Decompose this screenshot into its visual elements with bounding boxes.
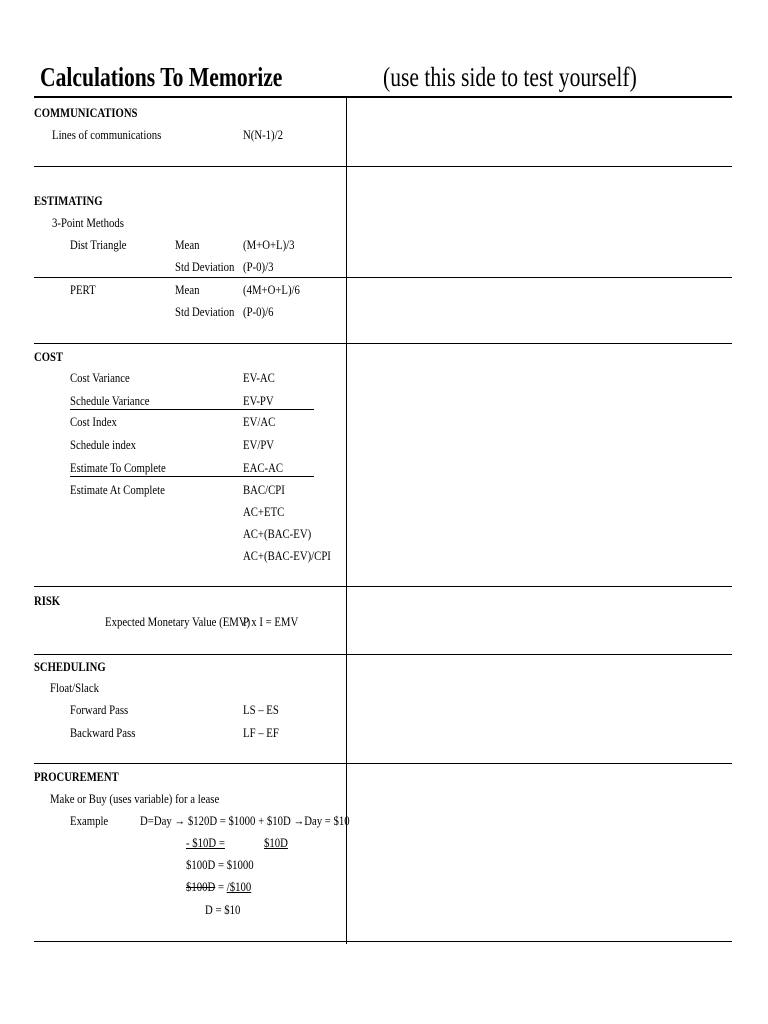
page-title: Calculations To Memorize [40,62,283,92]
section-divider-risk [34,654,732,655]
title-rule [34,96,732,98]
risk-heading: RISK [34,593,61,608]
section-divider-estimating [34,343,732,344]
backward-pass-formula: LF – EF [243,726,279,740]
cost-row-formula: BAC/CPI [243,483,285,497]
cost-row-formula: EV-PV [243,394,274,408]
communications-formula: N(N-1)/2 [243,128,284,142]
section-divider-communications [34,166,732,167]
procurement-heading: PROCUREMENT [34,769,119,784]
pert-mean-formula: (4M+O+L)/6 [243,283,300,297]
forward-pass-formula: LS – ES [243,703,279,717]
pert-mean-label: Mean [175,283,200,297]
eac-alt-formula: AC+(BAC-EV)/CPI [243,549,331,563]
example-equation-line: $100D = $1000 [186,858,254,872]
eac-alt-formula: AC+(BAC-EV) [243,527,312,541]
dist-triangle-mean-formula: (M+O+L)/3 [243,238,295,252]
cost-heading: COST [34,349,64,364]
page-subtitle: (use this side to test yourself) [383,62,637,92]
cost-row-formula: EV-AC [243,371,275,385]
make-or-buy-label: Make or Buy (uses variable) for a lease [50,792,220,806]
cost-row-label: Cost Index [70,415,117,429]
communications-heading: COMMUNICATIONS [34,105,138,120]
float-slack-label: Float/Slack [50,681,99,695]
section-divider-scheduling [34,763,732,764]
three-point-methods: 3-Point Methods [52,216,124,230]
section-divider-cost [34,586,732,587]
cost-row-formula: EV/PV [243,438,275,452]
forward-pass-label: Forward Pass [70,703,129,717]
cost-row-label: Cost Variance [70,371,130,385]
cost-group-divider [70,409,314,410]
cost-row-formula: EAC-AC [243,461,284,475]
dist-triangle-std-formula: (P-0)/3 [243,260,274,274]
communications-label: Lines of communications [52,128,162,142]
section-divider-procurement [34,941,732,942]
emv-formula: P x I = EMV [243,615,299,629]
example-divide-left: $100D [186,880,216,894]
example-divide-line [186,880,251,895]
example-subtract-right: $10D [264,836,288,850]
pert-label: PERT [70,283,96,297]
example-subtract-line: - $10D = [186,836,225,850]
dist-triangle-std-label: Std Deviation [175,260,235,274]
backward-pass-label: Backward Pass [70,726,136,740]
example-divide-right: /$100 [226,880,252,894]
emv-label: Expected Monetary Value (EMV) [105,615,251,629]
dist-triangle-mean-label: Mean [175,238,200,252]
cost-row-label: Schedule index [70,438,136,452]
example-divide-equals: = [215,880,227,894]
example-result-line: D = $10 [205,903,241,917]
cost-row-formula: EV/AC [243,415,276,429]
cost-row-label: Estimate At Complete [70,483,165,497]
pert-std-label: Std Deviation [175,305,235,319]
scheduling-heading: SCHEDULING [34,659,106,674]
example-equation-line: D=Day → $120D = $1000 + $10D →Day = $10 [140,814,350,828]
pert-std-formula: (P-0)/6 [243,305,274,319]
dist-triangle-label: Dist Triangle [70,238,127,252]
divider-estimating-pert [34,277,732,278]
example-label: Example [70,814,109,828]
estimating-heading: ESTIMATING [34,193,103,208]
cost-row-label: Schedule Variance [70,394,150,408]
cost-group-divider [70,476,314,477]
eac-alt-formula: AC+ETC [243,505,285,519]
cost-row-label: Estimate To Complete [70,461,166,475]
